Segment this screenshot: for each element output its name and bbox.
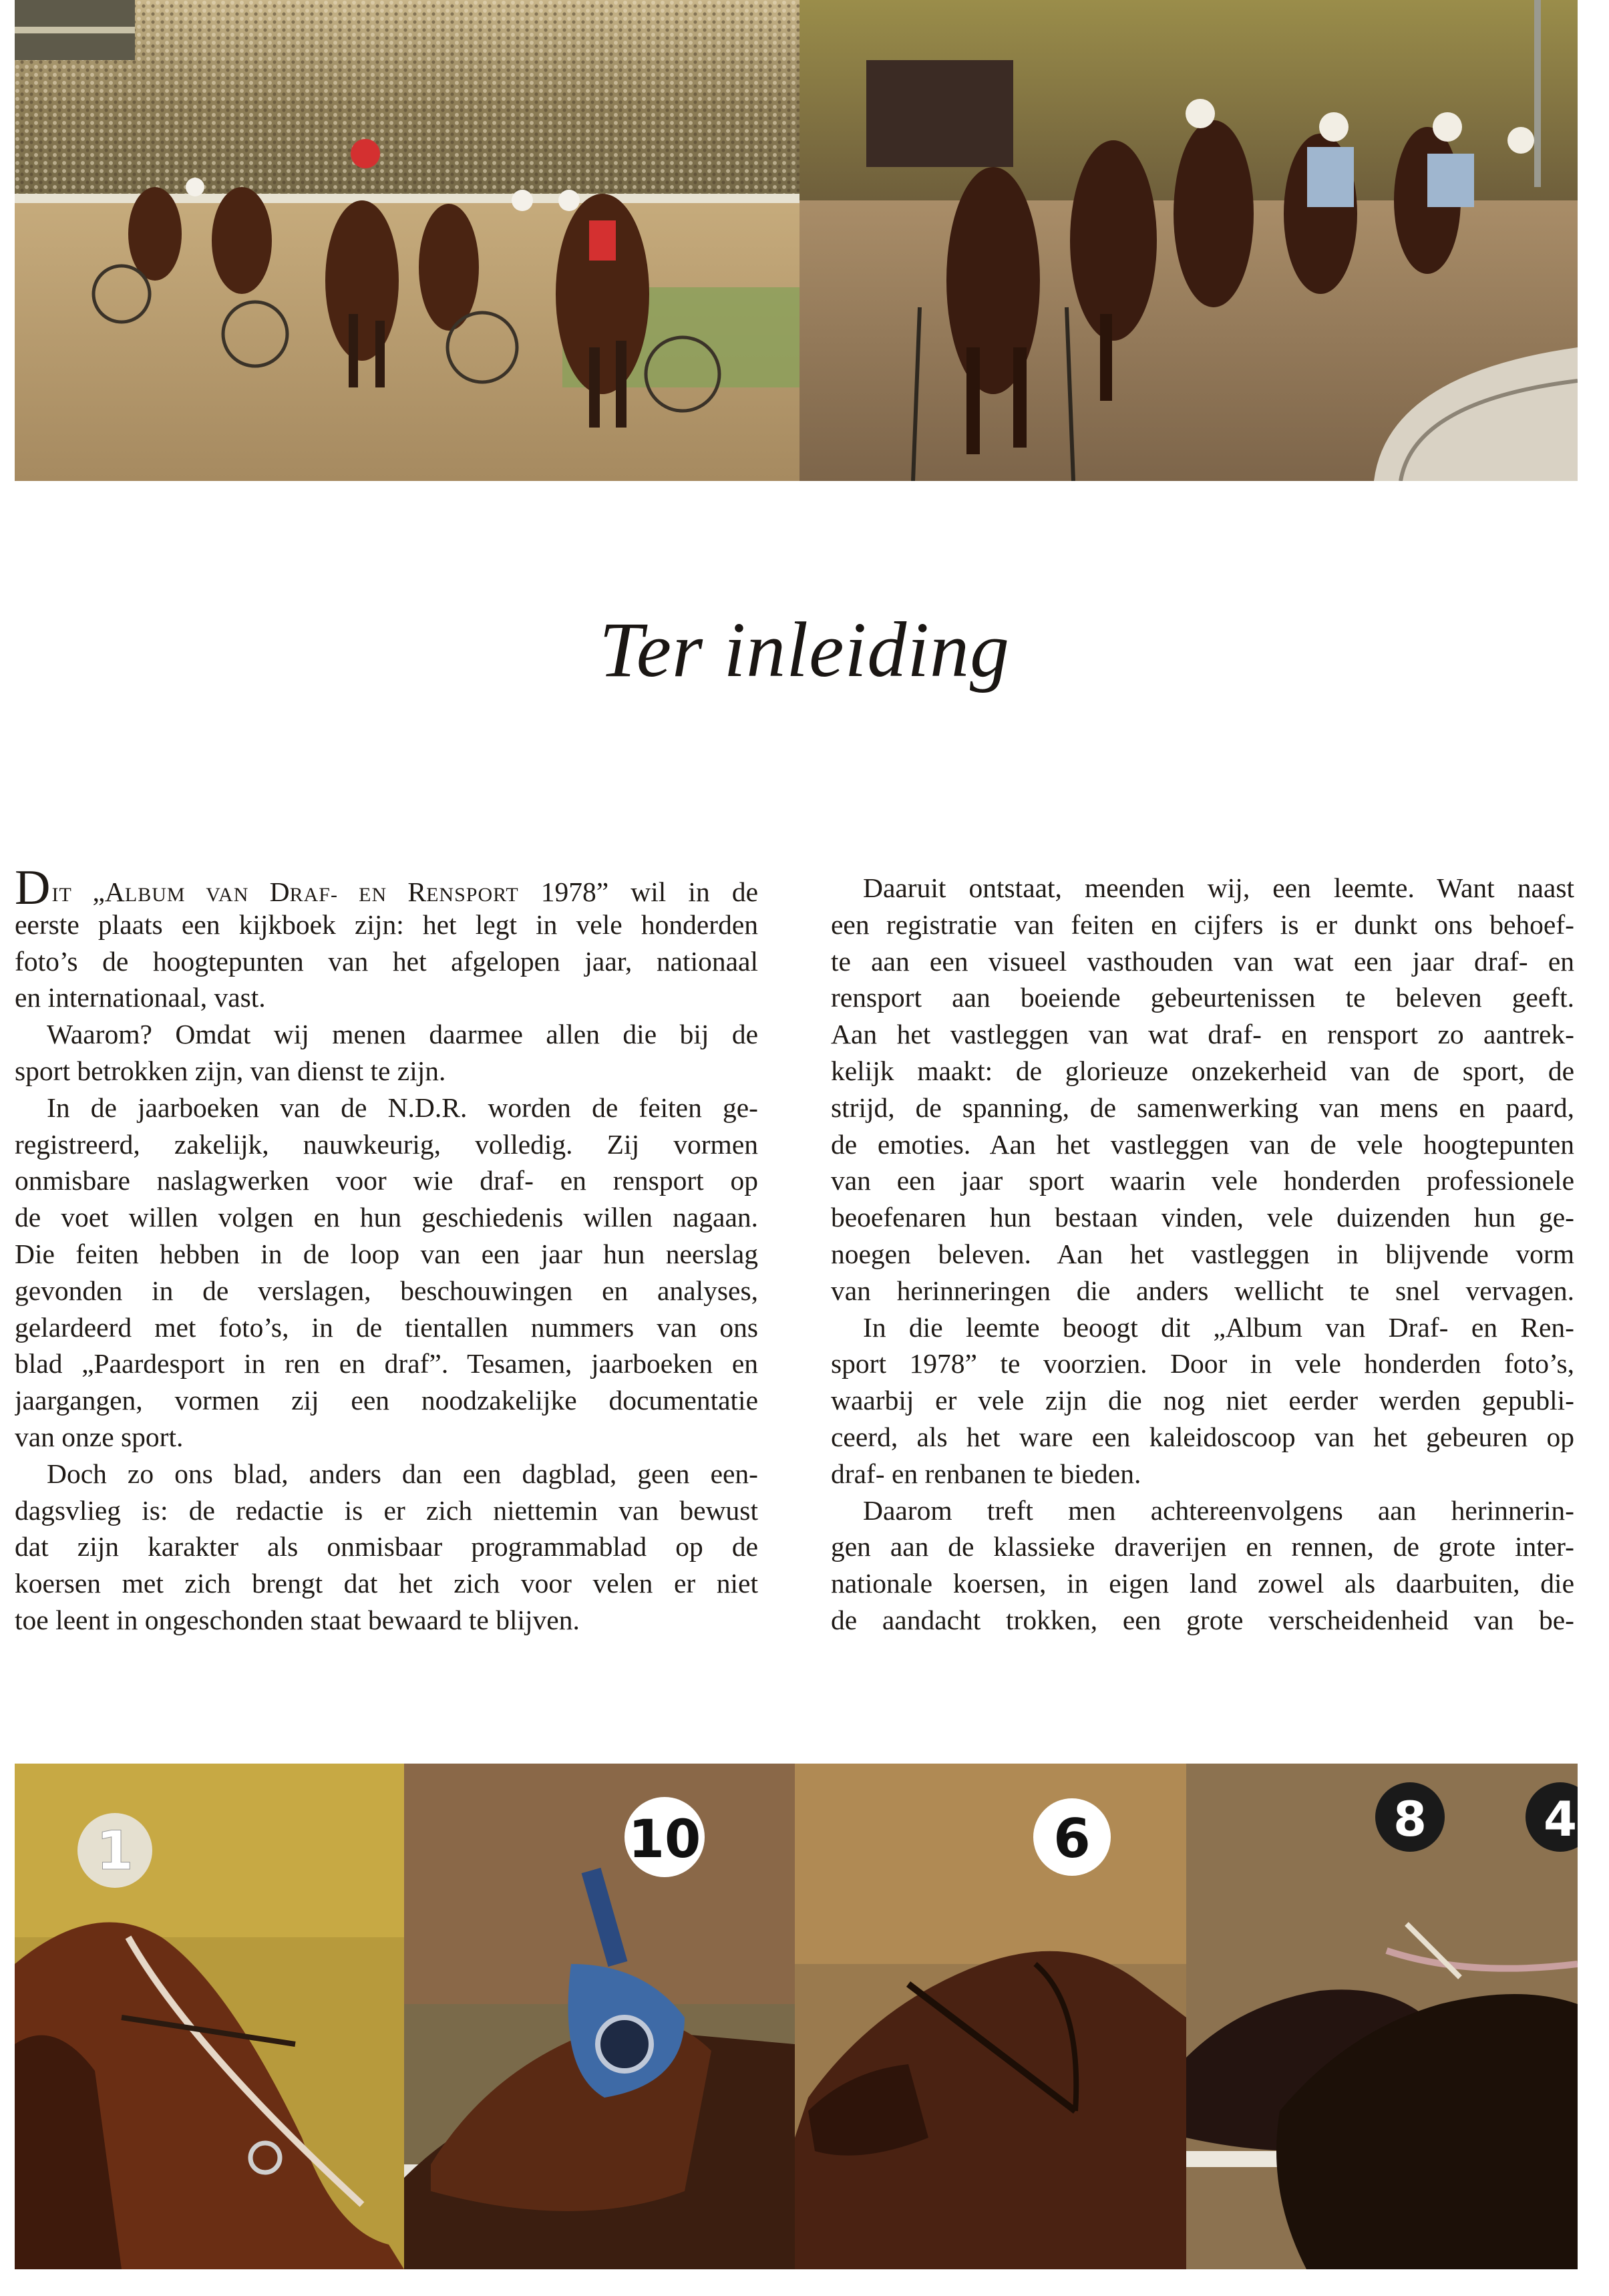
text-line: de emoties. Aan het vastleggen van de vele hoogtepunten [831,1128,1574,1160]
text-line: rensport aan boeiende gebeurtenissen te beleven geeft. [831,982,1574,1013]
text-line: kelijk maakt: de glorieuze onzekerheid van de sport, de [831,1055,1574,1086]
text-line: Daarom treft men achtereenvolgens aan herinnerin- [863,1494,1574,1526]
text-line: een registratie van feiten en cijfers is er dunkt ons behoef- [831,909,1574,940]
text-line: van onze sport. [15,1421,184,1452]
photo-harness-race-right [799,0,1578,481]
text-line: dat zijn karakter als onmisbaar programmablad op de [15,1531,758,1563]
text-line: onmisbare naslagwerken voor wie draf- en rensport op [15,1165,758,1196]
text-line: en internationaal, vast. [15,982,266,1013]
photo-horse-head-8-4 [1186,1764,1578,2269]
text-line: toe leent in ongeschonden staat bewaard te blijven. [15,1604,580,1635]
svg-text:8: 8 [1393,1791,1427,1847]
text-line: waarbij er vele zijn die nog niet eerder werden gepubli- [831,1385,1574,1416]
text-line: gevonden in de verslagen, beschouwingen en analyses, [15,1275,758,1306]
photo-horse-head-1 [15,1764,404,2269]
photo-harness-race-left [15,0,799,481]
text-line: gelardeerd met foto’s, in de tientallen nummers van ons [15,1311,758,1343]
text-line: Daaruit ontstaat, meenden wij, een leemte. Want naast [863,872,1574,903]
text-line: de voet willen volgen en hun geschiedenis willen nagaan. [15,1202,758,1233]
page-title: Ter inleiding [598,606,1011,693]
text-line: eerste plaats een kijkboek zijn: het legt in vele honderden [15,909,758,940]
photo-horse-head-10 [404,1764,795,2269]
text-line: sport betrokken zijn, van dienst te zijn. [15,1055,446,1086]
text-line: te aan een visueel vasthouden van wat een jaar draf- en [831,945,1574,977]
text-line: Doch zo ons blad, anders dan een dagblad, geen een- [47,1458,758,1489]
text-line: nationale koersen, in eigen land zowel als daarbuiten, die [831,1568,1574,1599]
text-line: ceerd, als het ware een kaleidoscoop van het gebeuren op [831,1421,1574,1452]
text-line: beoefenaren hun bestaan vinden, vele duizenden hun ge- [831,1202,1574,1233]
text-line: Waarom? Omdat wij menen daarmee allen die bij de [47,1019,758,1050]
text-line: sport 1978” te voorzien. Door in vele honderden foto’s, [831,1348,1574,1379]
text-line: van een jaar sport waarin vele honderden professionele [831,1165,1574,1196]
text-column-left [15,870,758,1639]
text-line: registreerd, zakelijk, nauwkeurig, volledig. Zij vormen [15,1128,758,1160]
text-line: dagsvlieg is: de redactie is er zich niettemin van bewust [15,1494,758,1526]
intro-line: DIT „ALBUM VAN DRAF- EN RENSPORT 1978” wil in de [15,870,758,907]
number-card-6 [1033,1798,1111,1876]
number-card-1 [77,1813,152,1888]
text-line: In de jaarboeken van de N.D.R. worden de feiten ge- [47,1092,758,1123]
text-line: draf- en renbanen te bieden. [831,1458,1141,1489]
text-line: Die feiten hebben in de loop van een jaar hun neerslag [15,1238,758,1269]
photo-horse-head-6 [795,1764,1186,2269]
text-line: koersen met zich brengt dat het zich voor velen er niet [15,1568,758,1599]
number-card-10 [624,1797,705,1877]
text-line: Aan het vastleggen van wat draf- en rensport zo aantrek- [831,1019,1574,1050]
number-card-8 [1375,1782,1445,1852]
text-line: jaargangen, vormen zij een noodzakelijke documentatie [15,1385,758,1416]
text-line: gen aan de klassieke draverijen en rennen, de grote inter- [831,1531,1574,1563]
text-line: blad „Paardesport in ren en draf”. Tesamen, jaarboeken en [15,1348,758,1379]
svg-text:4: 4 [1543,1791,1578,1847]
text-line: de aandacht trokken, een grote verscheidenheid van be- [831,1604,1574,1635]
text-line: van herinneringen die anders wellicht te snel vervagen. [831,1275,1574,1306]
text-line: In die leemte beoogt dit „Album van Draf- en Ren- [863,1311,1574,1343]
svg-text:1: 1 [96,1820,134,1882]
text-column-right [831,870,1574,1639]
drop-cap: D [15,870,51,907]
text-line: foto’s de hoogtepunten van het afgelopen jaar, nationaal [15,945,758,977]
text-line: noegen beleven. Aan het vastleggen in blijvende vorm [831,1238,1574,1269]
svg-text:10: 10 [628,1810,701,1870]
svg-text:6: 6 [1053,1808,1091,1870]
text-line: strijd, de spanning, de samenwerking van mens en paard, [831,1092,1574,1123]
